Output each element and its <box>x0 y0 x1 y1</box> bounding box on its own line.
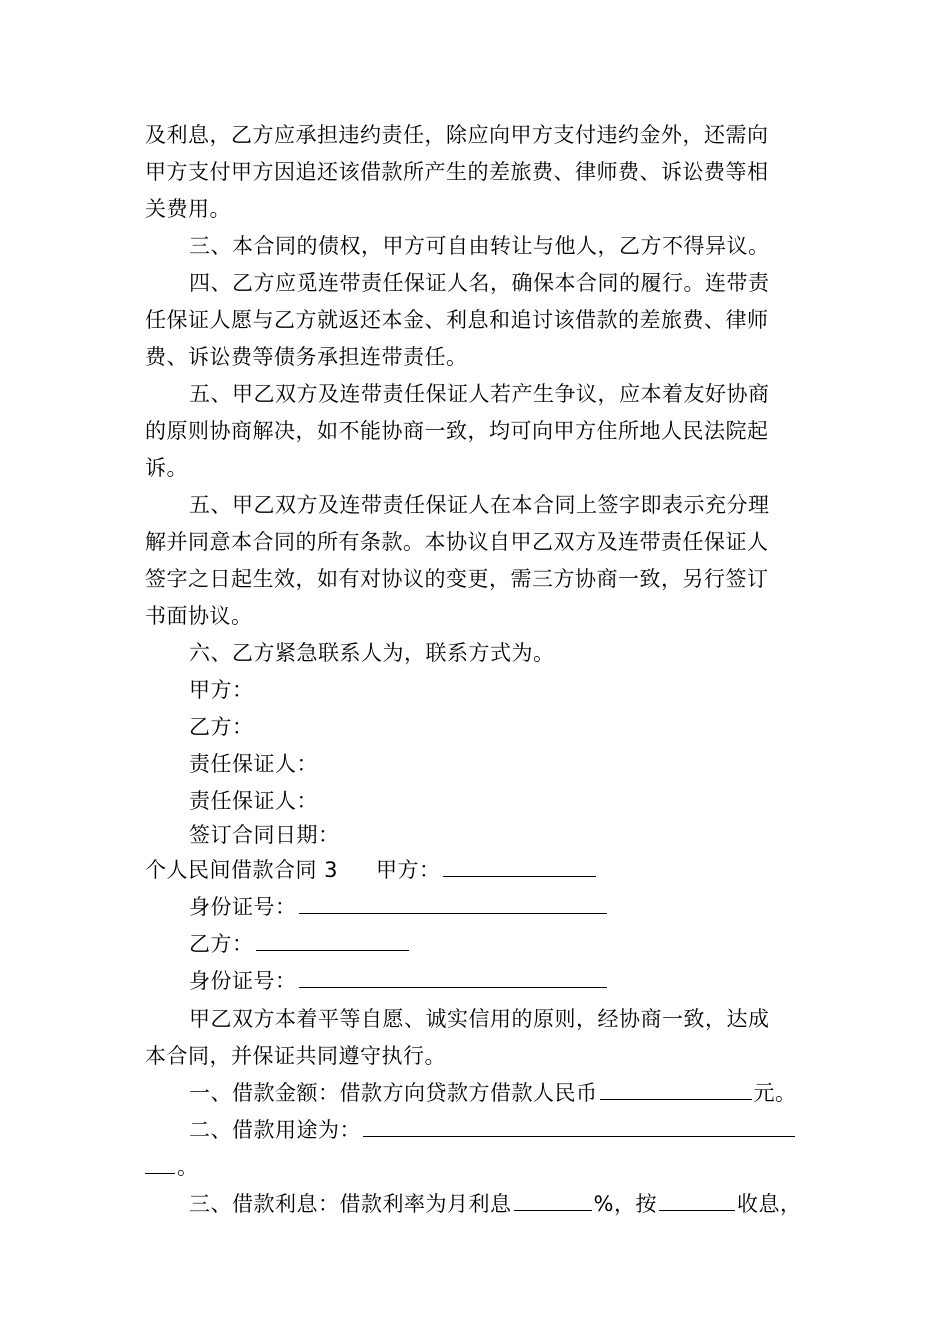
body-line: 费、诉讼费等债务承担连带责任。 <box>145 345 468 369</box>
guarantor-signature-label: 责任保证人： <box>189 752 318 776</box>
clause-three: 三、本合同的债权，甲方可自由转让与他人，乙方不得异议。 <box>189 234 770 258</box>
loan-amount-clause <box>189 1078 797 1108</box>
loan-amount-unit: 元。 <box>753 1081 797 1105</box>
intro-line: 甲乙双方本着平等自愿、诚实信用的原则，经协商一致，达成 <box>189 1007 770 1031</box>
body-line: 及利息，乙方应承担违约责任，除应向甲方支付违约金外，还需向 <box>145 123 769 147</box>
loan-purpose-blank <box>363 1116 795 1137</box>
loan-purpose-blank <box>145 1153 175 1174</box>
party-b-line <box>189 929 411 959</box>
contract3-title: 个人民间借款合同 3 <box>145 858 339 882</box>
party-a-label: 甲方： <box>376 858 441 882</box>
id-number-label: 身份证号： <box>189 969 297 993</box>
clause-five-b: 五、甲乙双方及连带责任保证人在本合同上签字即表示充分理 <box>189 493 770 517</box>
contract3-header-line <box>145 855 598 885</box>
id-number-line-1 <box>189 892 609 922</box>
interest-rate-blank <box>514 1190 592 1211</box>
party-b-label: 乙方： <box>189 932 254 956</box>
clause-five: 五、甲乙双方及连带责任保证人若产生争议，应本着友好协商 <box>189 382 770 406</box>
clause-four: 四、乙方应觅连带责任保证人名，确保本合同的履行。连带责 <box>189 271 770 295</box>
body-line: 解并同意本合同的所有条款。本协议自甲乙双方及连带责任保证人 <box>145 530 769 554</box>
body-line: 甲方支付甲方因追还该借款所产生的差旅费、律师费、诉讼费等相 <box>145 160 769 184</box>
id-number-blank <box>299 893 607 914</box>
loan-purpose-clause <box>189 1115 797 1145</box>
party-a-signature-label: 甲方： <box>189 678 254 702</box>
loan-interest-label: 三、借款利息：借款利率为月利息 <box>189 1192 512 1216</box>
body-line: 诉。 <box>145 456 188 480</box>
party-b-blank <box>256 930 409 951</box>
body-line: 书面协议。 <box>145 604 253 628</box>
body-line: 签字之日起生效，如有对协议的变更，需三方协商一致，另行签订 <box>145 567 769 591</box>
loan-interest-clause <box>189 1189 801 1219</box>
loan-amount-label: 一、借款金额：借款方向贷款方借款人民币 <box>189 1081 598 1105</box>
party-a-blank <box>443 856 596 877</box>
interest-rate-unit: %，按 <box>593 1192 657 1216</box>
intro-line: 本合同，并保证共同遵守执行。 <box>145 1044 446 1068</box>
loan-purpose-clause-continued <box>145 1152 199 1182</box>
party-b-signature-label: 乙方： <box>189 715 254 739</box>
id-number-blank <box>299 967 607 988</box>
id-number-label: 身份证号： <box>189 895 297 919</box>
loan-amount-blank <box>600 1079 752 1100</box>
loan-purpose-end: 。 <box>177 1155 199 1179</box>
interest-period-blank <box>659 1190 735 1211</box>
guarantor-signature-label: 责任保证人： <box>189 789 318 813</box>
interest-collection-label: 收息， <box>736 1192 802 1216</box>
clause-six: 六、乙方紧急联系人为，联系方式为。 <box>189 641 555 665</box>
signing-date-label: 签订合同日期： <box>189 823 340 847</box>
loan-purpose-label: 二、借款用途为： <box>189 1118 361 1142</box>
body-line: 关费用。 <box>145 197 231 221</box>
body-line: 的原则协商解决，如不能协商一致，均可向甲方住所地人民法院起 <box>145 419 769 443</box>
body-line: 任保证人愿与乙方就返还本金、利息和追讨该借款的差旅费、律师 <box>145 308 769 332</box>
id-number-line-2 <box>189 966 609 996</box>
